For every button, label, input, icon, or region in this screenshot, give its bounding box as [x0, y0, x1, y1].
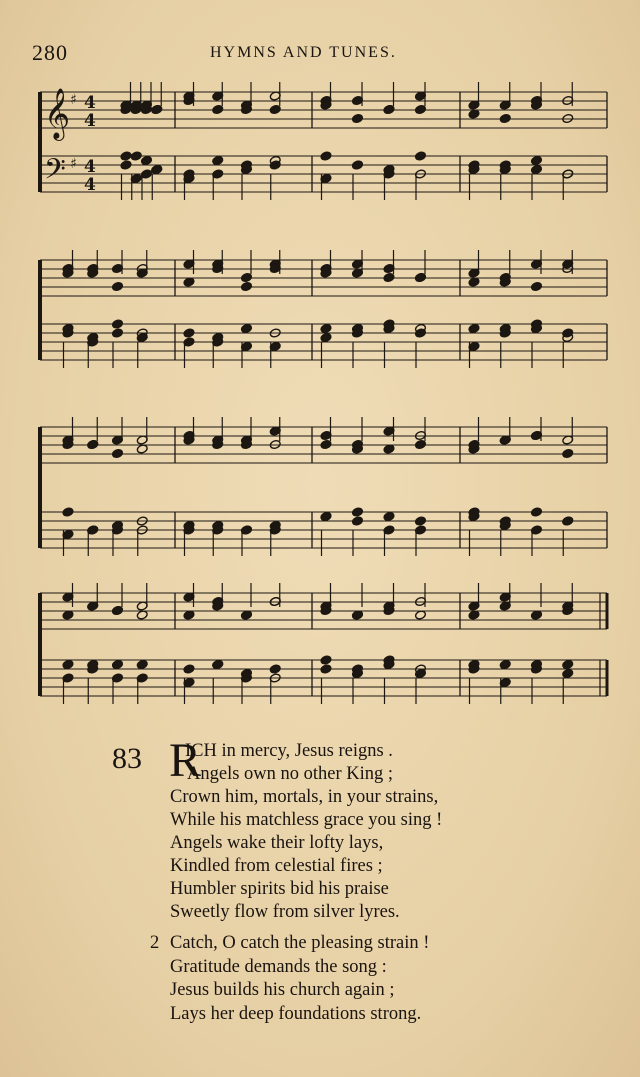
notehead — [415, 668, 427, 678]
verse-line: Jesus builds his church again ; — [170, 980, 395, 1000]
verse-line: Kindled from celestial fires ; — [170, 856, 383, 876]
verse-line: While his matchless grace you sing ! — [170, 810, 443, 830]
notehead — [562, 659, 574, 669]
notehead — [112, 328, 124, 338]
notehead — [320, 655, 332, 665]
notehead — [562, 668, 574, 678]
notehead — [241, 281, 253, 291]
notehead — [415, 516, 427, 526]
notehead — [120, 151, 132, 161]
notehead — [136, 659, 148, 669]
notehead — [531, 507, 543, 517]
notehead — [112, 659, 124, 669]
notehead — [130, 151, 142, 161]
notehead — [112, 319, 124, 329]
verse-line: Lays her deep foundations strong. — [170, 1003, 422, 1024]
notehead — [62, 659, 74, 669]
notehead — [183, 664, 195, 674]
notehead — [352, 160, 364, 170]
notehead — [320, 664, 332, 674]
notehead — [320, 323, 332, 333]
notehead — [112, 448, 124, 458]
verse-number: 2 — [150, 933, 160, 953]
verse-line: Crown him, mortals, in your strains, — [170, 787, 439, 807]
notehead — [212, 155, 224, 165]
notehead — [320, 332, 332, 342]
notehead — [120, 160, 132, 170]
verse-line: Angels own no other King ; — [187, 764, 394, 784]
verse-line: Angels wake their lofty lays, — [170, 833, 384, 853]
notehead — [383, 511, 395, 521]
verse-line: Catch, O catch the pleasing strain ! — [170, 933, 430, 953]
sharp-icon: ♯ — [70, 156, 77, 172]
verse-1 — [169, 734, 443, 924]
bass-clef-icon: 𝄢 — [44, 153, 66, 193]
notehead — [352, 507, 364, 517]
page-number: 280 — [32, 40, 68, 65]
drop-cap: R — [169, 734, 202, 787]
notehead — [62, 507, 74, 517]
notehead — [241, 323, 253, 333]
notehead — [136, 332, 148, 342]
notehead — [352, 113, 364, 123]
time-signature: 4 — [84, 175, 96, 195]
sharp-icon: ♯ — [70, 92, 77, 108]
notehead — [499, 113, 511, 123]
notehead — [183, 328, 195, 338]
verse-line: ICH in mercy, Jesus reigns . — [185, 741, 393, 761]
notehead — [531, 281, 543, 291]
notehead — [320, 511, 332, 521]
notehead — [531, 155, 543, 165]
notehead — [562, 516, 574, 526]
notehead — [269, 664, 281, 674]
notehead — [415, 151, 427, 161]
verse-line: Humbler spirits bid his praise — [170, 879, 389, 899]
notehead — [212, 659, 224, 669]
notehead — [468, 323, 480, 333]
notehead — [499, 659, 511, 669]
time-signature: 4 — [84, 93, 96, 113]
notehead — [352, 516, 364, 526]
hymn-number: 83 — [112, 742, 142, 775]
notehead — [320, 151, 332, 161]
notehead — [531, 164, 543, 174]
verse-line: Gratitude demands the song : — [170, 956, 387, 977]
time-signature: 4 — [84, 111, 96, 131]
notehead — [151, 164, 163, 174]
running-head: HYMNS AND TUNES. — [210, 44, 397, 61]
notehead — [562, 448, 574, 458]
treble-clef-icon: 𝄞 — [44, 88, 71, 139]
notehead — [141, 155, 153, 165]
time-signature: 4 — [84, 157, 96, 177]
verse-line: Sweetly flow from silver lyres. — [170, 902, 400, 922]
notehead — [112, 281, 124, 291]
